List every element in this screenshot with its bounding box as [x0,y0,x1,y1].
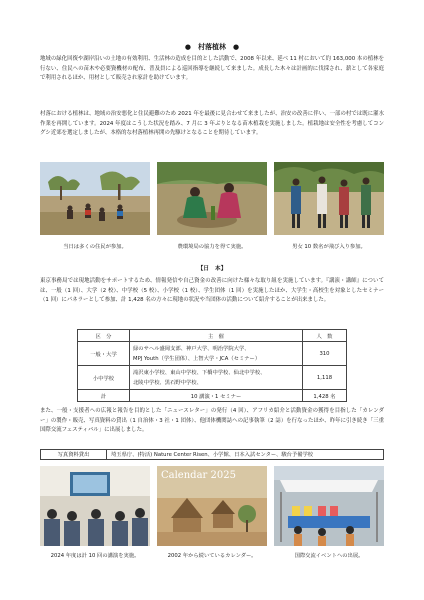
table-header-category: 区 分 [78,330,130,342]
table-cell-category: 一般・大学 [78,342,130,366]
photo-villagers-planting [40,162,150,235]
photo-volunteers [274,162,384,235]
host-line: MPJ Youth（学生団体）、上智大学・JCA（セミナー） [133,355,261,362]
table-total-label: 計 [78,390,130,402]
caption-festival: 国際交流イベントへの出展。 [294,553,364,559]
host-line: 滝沢東小学校、東山中学校、下橋中学校、仙北中学校、 [133,369,266,376]
lecture-table [77,329,347,402]
table-total-count: 1,428 名 [303,390,347,402]
table-total-summary: 10 講演・1 セミナー [130,390,303,402]
host-line: 緑のサヘル盛岡支部、神戸大学、明治学院大学、 [133,345,250,352]
photo-festival-booth [274,466,384,546]
photo-agriculture-bureau [157,162,267,235]
caption-calendar: 2002 年から続いているカレンダー。 [167,553,257,559]
table-header-count: 人 数 [303,330,347,342]
table-row [78,342,347,366]
table-row [78,366,347,390]
caption-agriculture-bureau: 農環境局の協力を得て実施。 [177,244,247,250]
caption-villagers: 当日は多くの住民が参加。 [63,244,127,250]
table-cell-hosts [130,342,303,366]
table-cell-hosts [130,366,303,390]
photo-lending-value: 埼玉県庁、(特活) Nature Center Risen、小学館、日本入試センター、駿台予備学校 [111,452,314,458]
paragraph-planting-2024: 村落における植林は、地域の治安悪化と住民避難のため 2021 年を最後に見合わせて来ましたが、治安の改善に伴い、一部の村では既に灌水作業を再開しています。2024 年度はこうした状況を踏み、7 月に 3 年ぶりとなる苗木植栽を実施しました。植栽地は安全性を考慮してコングシ近郊を選定しましたが、本格的な村落植林再開の先駆けとなることを期待しています。 [40,111,384,137]
table-header-host: 主 催 [130,330,303,342]
photo-row-planting [40,162,384,235]
caption-volunteers: 男女 10 数名が飛び入り参加。 [292,244,366,250]
table-cell-count: 1,118 [303,366,347,390]
table-header-row [78,330,347,342]
caption-lecture: 2024 年度は計 10 回の講演を実施。 [50,553,140,559]
paragraph-planting-overview: 地域の緑化回復や湖岸沿いの土地の有効利用、生活林の造成を目的とした活動で、2008 年以来、延べ 11 村において約 163,000 本の植林を行ない、住民への苗木や必要資機材の配布、普及員による巡回指導を継続して来ました。成長した木々は計画的に伐採され、薪として各家庭で利用されるほか、用材として販売され家計を助けています。 [40,56,384,82]
table-cell-category: 小中学校 [78,366,130,390]
photo-calendar [157,466,267,546]
section-title-japan: 【日 本】 [197,266,227,272]
section-title-village-planting: ● 村落植林 ● [184,43,240,51]
table-total-row [78,390,347,402]
table-cell-count: 310 [303,342,347,366]
paragraph-outreach: また、一般・支援者への広報と報告を目的とした「ニュースレター」の発行（4 回）、アフリカ紹介と活動資金の獲得を目指した「カレンダー」の製作・販売、写真資料の貸出（1 自治体・3 社・1 団体）、他団体機関誌への記事執筆（2 誌）を行なったほか、昨年に引き続き「三重国際交流フェスティバル」に出展しました。 [40,408,384,434]
photo-lending-box [40,449,384,460]
host-line: 北陵中学校、黒石野中学校、 [133,379,202,386]
paragraph-tokyo-office: 東京事務局では現地活動をサポートするため、情報発信や自己資金の改善に向けた様々な取り組を実施しています。『講演・講師』については、一般（1 回）、大学（2 校）、中学校（5 校）、小学校（1 校）、学生団体（1 回）を実施したほか、大学生・高校生を対象としたセミナー（1 回）にパネラーとして参加、計 1,428 名の方々に現地の状況や当団体の活動について紹介することが出来ました。 [40,278,384,304]
photo-lending-label: 写真資料貸出 [41,450,107,459]
photo-row-japan [40,466,384,546]
calendar-title: Calendar 2025 [161,470,236,481]
photo-lecture [40,466,150,546]
